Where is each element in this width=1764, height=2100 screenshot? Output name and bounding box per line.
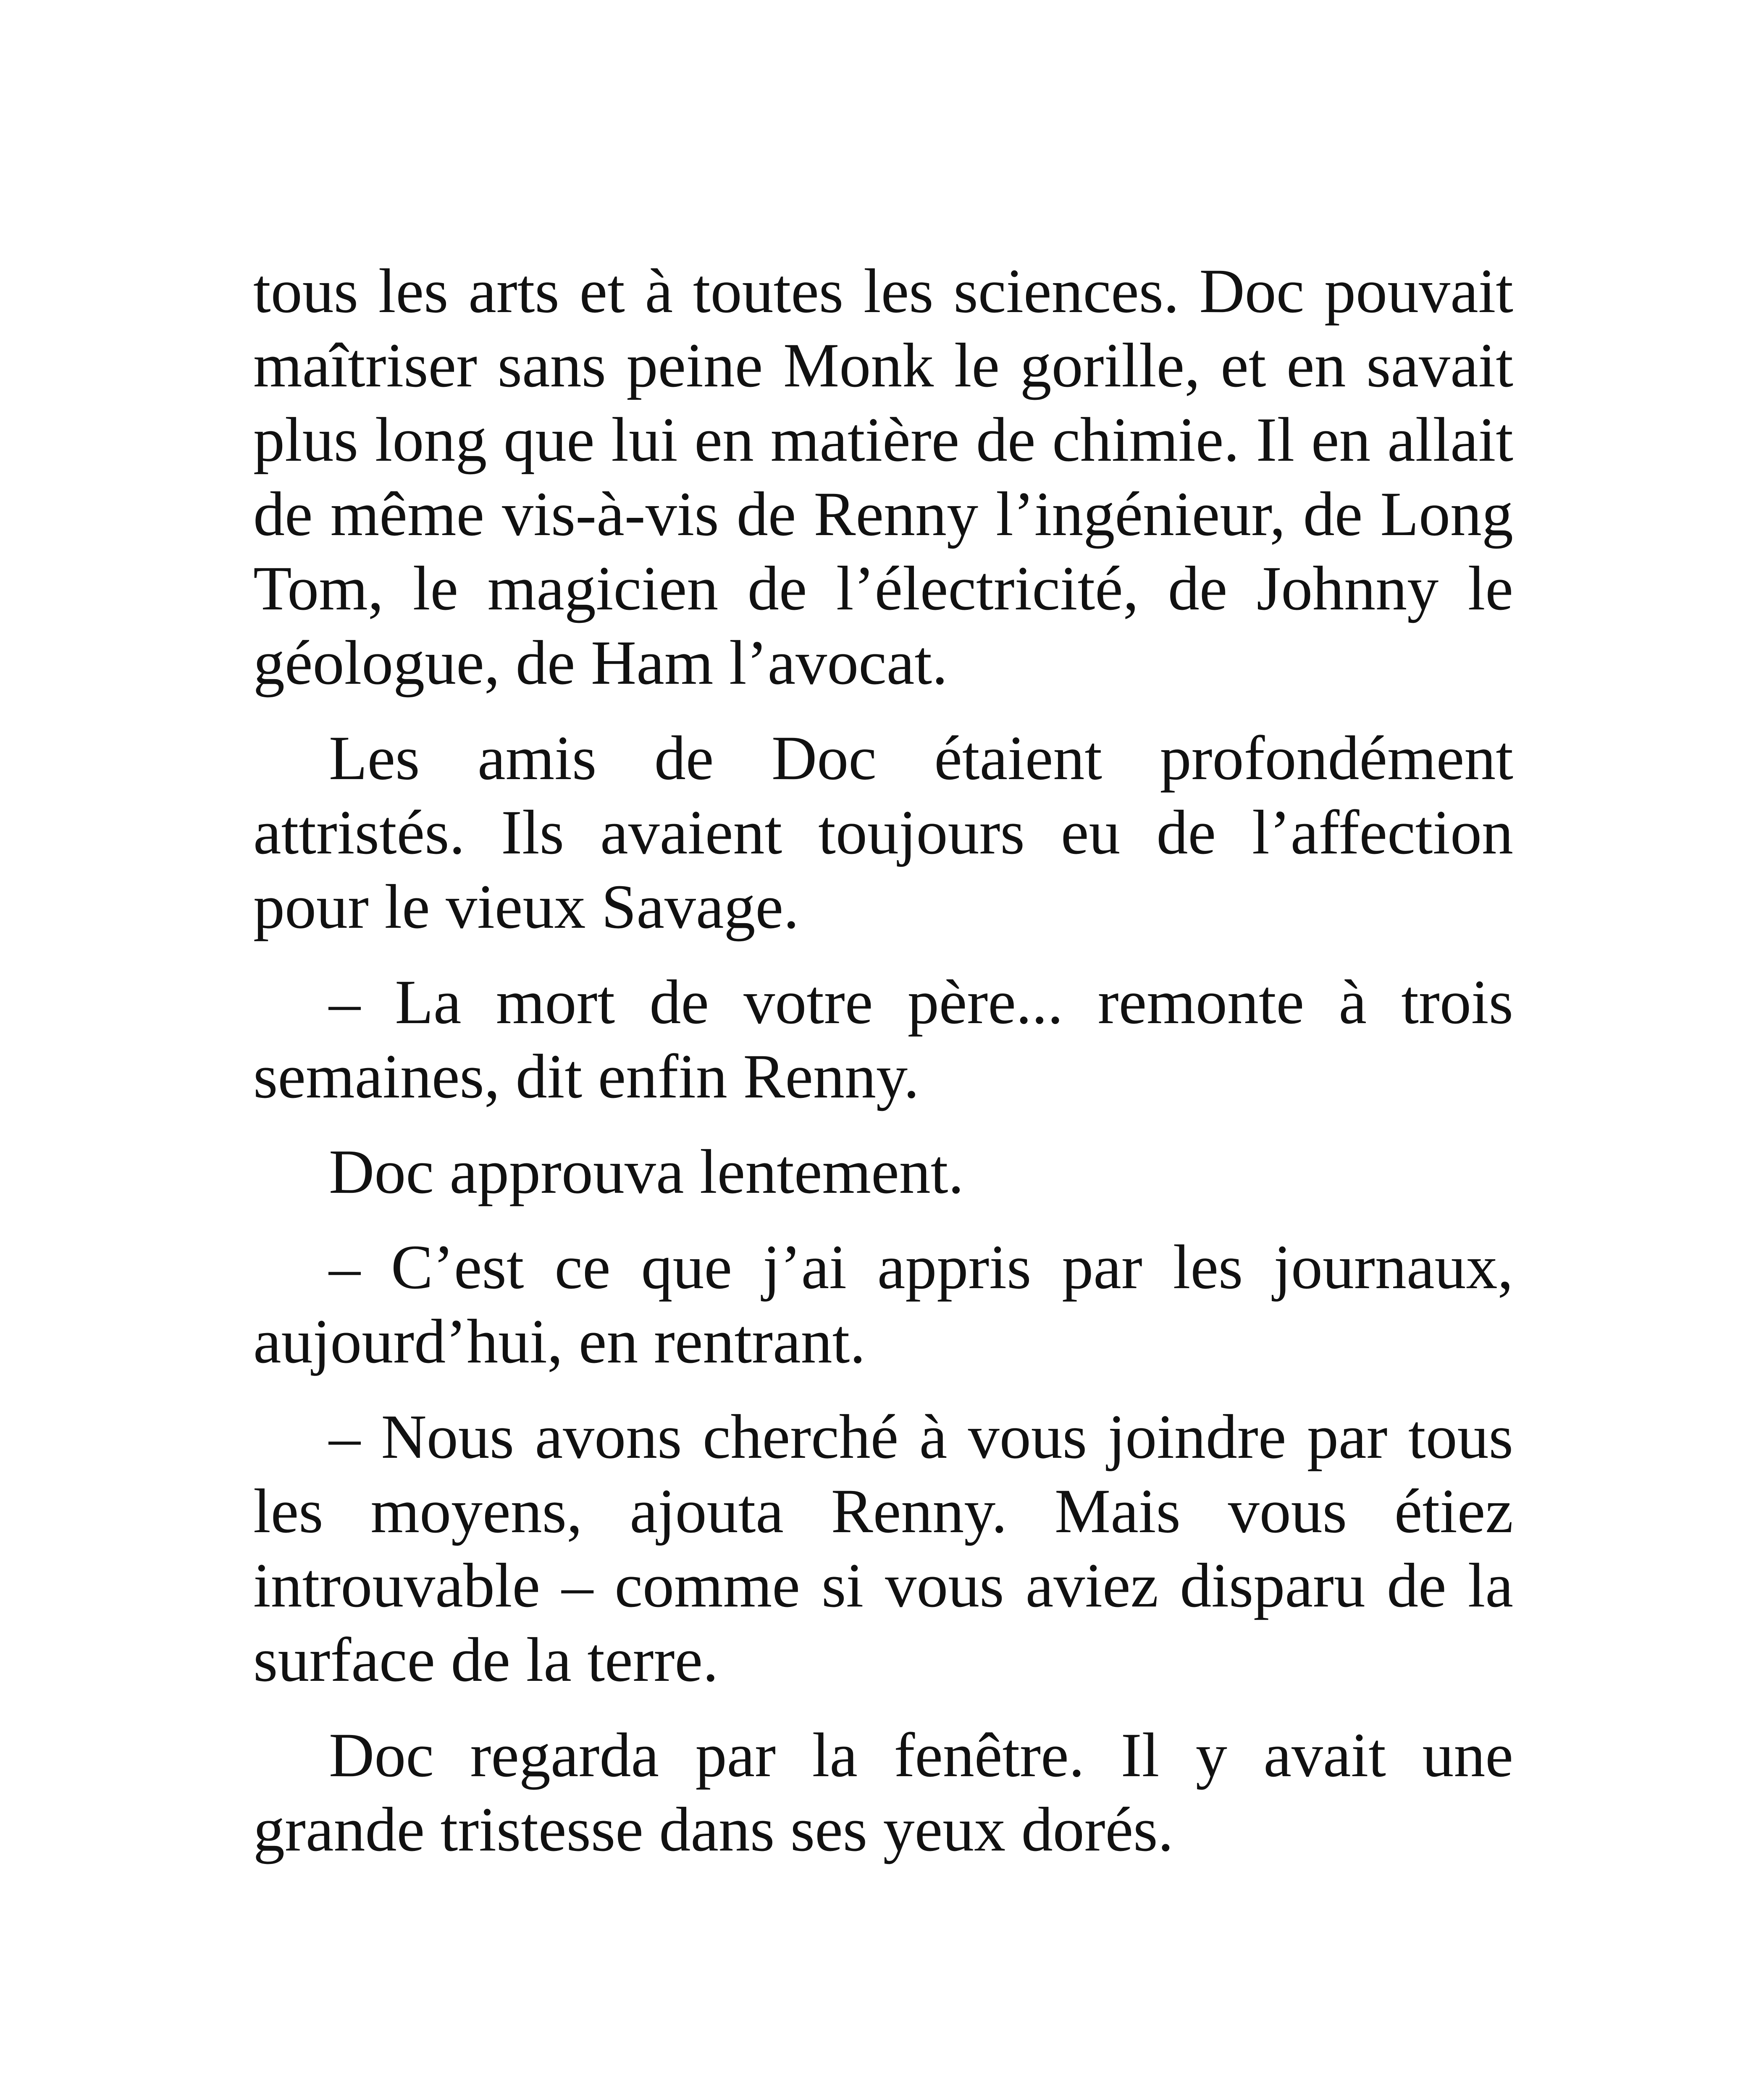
paragraph-5: – C’est ce que j’ai appris par les journaux, aujourd’hui, en rentrant. — [253, 1232, 1513, 1376]
paragraph-3: – La mort de votre père... remonte à trois semaines, dit enfin Renny. — [253, 967, 1513, 1111]
paragraph-4: Doc approuva lentement. — [329, 1137, 964, 1207]
paragraph-7: Doc regarda par la fenêtre. Il y avait une grande tristesse dans ses yeux dorés. — [253, 1720, 1513, 1864]
paragraph-1: tous les arts et à toutes les sciences. Doc pouvait maîtriser sans peine Monk le gorille, et en savait plus long que lui en matière de chimie. Il en allait de même vis-à-vis de Renny l’ingénieur, de Long Tom, le magicien de l’électricité, de Johnny le géologue, de Ham l’avocat. — [253, 256, 1513, 698]
paragraph-2: Les amis de Doc étaient profondément attristés. Ils avaient toujours eu de l’affection pour le vieux Savage. — [253, 723, 1513, 942]
paragraph-6: – Nous avons cherché à vous joindre par tous les moyens, ajouta Renny. Mais vous étiez introuvable – comme si vous aviez disparu de la surface de la terre. — [253, 1402, 1513, 1695]
text-body — [253, 254, 1513, 1888]
